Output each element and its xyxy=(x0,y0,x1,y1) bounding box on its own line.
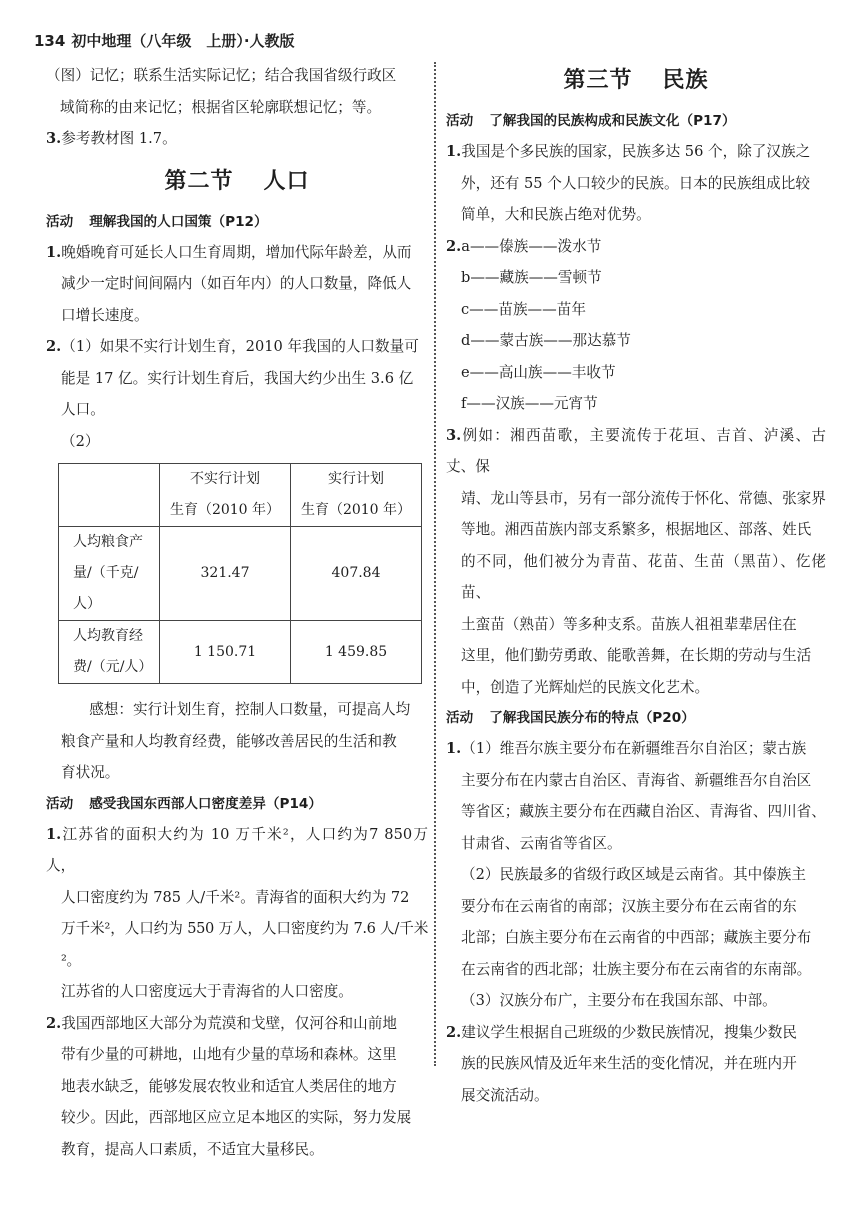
continued-text-line: 域简称的由来记忆；根据省区轮廓联想记忆；等。 xyxy=(60,98,382,116)
item-number: 1. xyxy=(46,243,62,261)
item-number: 2. xyxy=(446,1023,462,1041)
item-text-line: 这里，他们勤劳勇敢、能歌善舞，在长期的劳动与生活 xyxy=(461,647,812,664)
answer-item xyxy=(46,237,428,269)
right-column xyxy=(446,60,826,1111)
reflection-text: 育状况。 xyxy=(61,764,120,781)
item-text-line: 口增长速度。 xyxy=(61,306,149,324)
item-number: 3. xyxy=(46,130,62,147)
item-text-line: 人口密度约为 785 人/千米²。青海省的面积大约为 72 xyxy=(61,888,410,906)
festival-match: e——高山族——丰收节 xyxy=(461,363,616,381)
item-number: 2. xyxy=(46,1014,62,1032)
item-text: （1）如果不实行计划生育，2010 年我国的人口数量可 xyxy=(61,338,419,355)
answer-item xyxy=(46,1008,428,1040)
item-number: 1. xyxy=(46,825,62,843)
table-row-header: 人均粮食产 量/（千克/人） xyxy=(59,527,160,621)
item-text-line: 减少一定时间间隔内（如百年内）的人口数量，降低人 xyxy=(61,275,412,292)
item-text-line: 等地。湘西苗族内部支系繁多，根据地区、部落、姓氏 xyxy=(461,521,812,538)
item-text-line: 等省区；藏族主要分布在西藏自治区、青海省、四川省、 xyxy=(461,803,826,820)
activity-title: 感受我国东西部人口密度差异（P14） xyxy=(89,795,322,812)
item-text-line: 甘肃省、云南省等省区。 xyxy=(461,834,622,852)
activity-label: 活动 xyxy=(446,710,474,726)
item-text-line: 能是 17 亿。实行计划生育后，我国大约少出生 3.6 亿 xyxy=(61,369,414,387)
activity-title: 了解我国民族分布的特点（P20） xyxy=(489,710,695,726)
section-title-ethnic-groups xyxy=(446,60,826,102)
table-corner-cell xyxy=(59,464,160,527)
activity-label: 活动 xyxy=(46,795,74,812)
festival-match: d——蒙古族——那达慕节 xyxy=(461,332,631,349)
activity-label: 活动 xyxy=(46,213,74,230)
book-title: 初中地理（八年级 上册）·人教版 xyxy=(71,32,295,50)
table-header-cell: 实行计划 生育（2010 年） xyxy=(291,464,422,527)
item-3 xyxy=(46,123,428,155)
activity-heading xyxy=(46,789,428,819)
reflection-text: 粮食产量和人均教育经费，能够改善居民的生活和教 xyxy=(61,732,397,750)
item-text-line: 万千米²，人口约为 550 万人，人口密度约为 7.6 人/千米²。 xyxy=(61,920,428,969)
festival-match: c——苗族——苗年 xyxy=(461,300,586,318)
answer-item xyxy=(446,733,826,765)
item-text-line: 主要分布在内蒙古自治区、青海省、新疆维吾尔自治区 xyxy=(461,771,812,789)
page-number: 134 xyxy=(34,32,66,50)
item-text-line: 靖、龙山等县市，另有一部分流传于怀化、常德、张家界 xyxy=(461,489,826,507)
festival-match: b——藏族——雪顿节 xyxy=(461,269,602,286)
table-cell: 407.84 xyxy=(291,527,422,621)
item-text: 晚婚晚育可延长人口生育周期，增加代际年龄差，从而 xyxy=(61,243,412,261)
activity-heading xyxy=(446,106,826,136)
table-cell: 1 150.71 xyxy=(160,621,291,684)
item-text: 江苏省的面积大约为 10 万千米²，人口约为7 850万人， xyxy=(46,825,428,874)
item-text: 我国是个多民族的国家，民族多达 56 个，除了汉族之 xyxy=(461,143,811,160)
section-number: 第三节 xyxy=(563,68,633,93)
item-text-line: 土蛮苗（熟苗）等多种支系。苗族人祖祖辈辈居住在 xyxy=(461,615,797,633)
item-text: 例如：湘西苗歌，主要流传于花垣、吉首、泸溪、古丈、保 xyxy=(446,426,826,475)
item-number: 1. xyxy=(446,740,462,757)
item-text-line: 在云南省的西北部；壮族主要分布在云南省的东南部。 xyxy=(461,960,812,978)
answer-item xyxy=(446,1017,826,1049)
item-number: 2. xyxy=(446,237,462,255)
item-text-line: 展交流活动。 xyxy=(461,1086,549,1104)
answer-item xyxy=(446,420,826,483)
item-text-line: 江苏省的人口密度远大于青海省的人口密度。 xyxy=(61,983,353,1000)
item-text-line: 较少。因此，西部地区应立足本地区的实际，努力发展 xyxy=(61,1109,412,1126)
item-text: 建议学生根据自己班级的少数民族情况，搜集少数民 xyxy=(461,1023,797,1041)
festival-match: f——汉族——元宵节 xyxy=(461,395,598,412)
answer-item xyxy=(446,136,826,168)
item-text: 参考教材图 1.7。 xyxy=(61,130,177,147)
item-number: 2. xyxy=(46,338,62,355)
table-row xyxy=(59,527,422,621)
item-text-line: 要分布在云南省的南部；汉族主要分布在云南省的东 xyxy=(461,897,797,915)
item-text-line: 教育，提高人口素质，不适宜大量移民。 xyxy=(61,1140,324,1158)
item-text-line: （2）民族最多的省级行政区域是云南省。其中傣族主 xyxy=(461,866,806,883)
answer-item xyxy=(46,819,428,882)
activity-title: 了解我国的民族构成和民族文化（P17） xyxy=(489,113,736,129)
section-name: 人口 xyxy=(263,168,310,194)
left-column xyxy=(46,60,428,1165)
item-text-line: 中，创造了光辉灿烂的民族文化艺术。 xyxy=(461,678,710,696)
section-title-population xyxy=(46,161,428,203)
answer-item xyxy=(46,331,428,363)
table-cell: 321.47 xyxy=(160,527,291,621)
reflection-text: 感想：实行计划生育，控制人口数量，可提高人均 xyxy=(89,701,411,718)
table-row xyxy=(59,621,422,684)
item-text-line: 简单，大和民族占绝对优势。 xyxy=(461,206,651,223)
sub-item-label: （2） xyxy=(61,432,100,450)
festival-match: a——傣族——泼水节 xyxy=(461,237,602,255)
activity-title: 理解我国的人口国策（P12） xyxy=(89,213,268,230)
item-number: 1. xyxy=(446,143,462,160)
item-text-line: 的不同，他们被分为青苗、花苗、生苗（黑苗）、仡佬苗、 xyxy=(461,552,826,601)
item-text-line: 带有少量的可耕地，山地有少量的草场和森林。这里 xyxy=(61,1046,397,1063)
item-text-line: 外，还有 55 个人口较少的民族。日本的民族组成比较 xyxy=(461,174,810,192)
activity-heading xyxy=(446,703,826,733)
item-text-line: （3）汉族分布广，主要分布在我国东部、中部。 xyxy=(461,992,777,1009)
activity-label: 活动 xyxy=(446,113,474,129)
page-header xyxy=(34,30,295,51)
table-row-header: 人均教育经 费/（元/人） xyxy=(59,621,160,684)
item-number: 3. xyxy=(446,426,462,444)
item-text-line: 人口。 xyxy=(61,401,105,418)
item-text-line: 北部；白族主要分布在云南省的中西部；藏族主要分布 xyxy=(461,929,812,946)
section-number: 第二节 xyxy=(164,168,234,194)
continued-text-line: （图）记忆；联系生活实际记忆；结合我国省级行政区 xyxy=(46,67,397,84)
item-text: （1）维吾尔族主要分布在新疆维吾尔自治区；蒙古族 xyxy=(461,740,807,757)
table-header-row xyxy=(59,464,422,527)
column-divider xyxy=(434,62,436,1066)
item-text-line: 地表水缺乏，能够发展农牧业和适宜人类居住的地方 xyxy=(61,1077,397,1095)
answer-item xyxy=(446,231,826,263)
item-text: 我国西部地区大部分为荒漠和戈壁，仅河谷和山前地 xyxy=(61,1014,397,1032)
table-cell: 1 459.85 xyxy=(291,621,422,684)
activity-heading xyxy=(46,207,428,237)
item-text-line: 族的民族风情及近年来生活的变化情况，并在班内开 xyxy=(461,1055,797,1072)
table-header-cell: 不实行计划 生育（2010 年） xyxy=(160,464,291,527)
section-name: 民族 xyxy=(662,68,709,93)
comparison-table xyxy=(58,463,422,684)
